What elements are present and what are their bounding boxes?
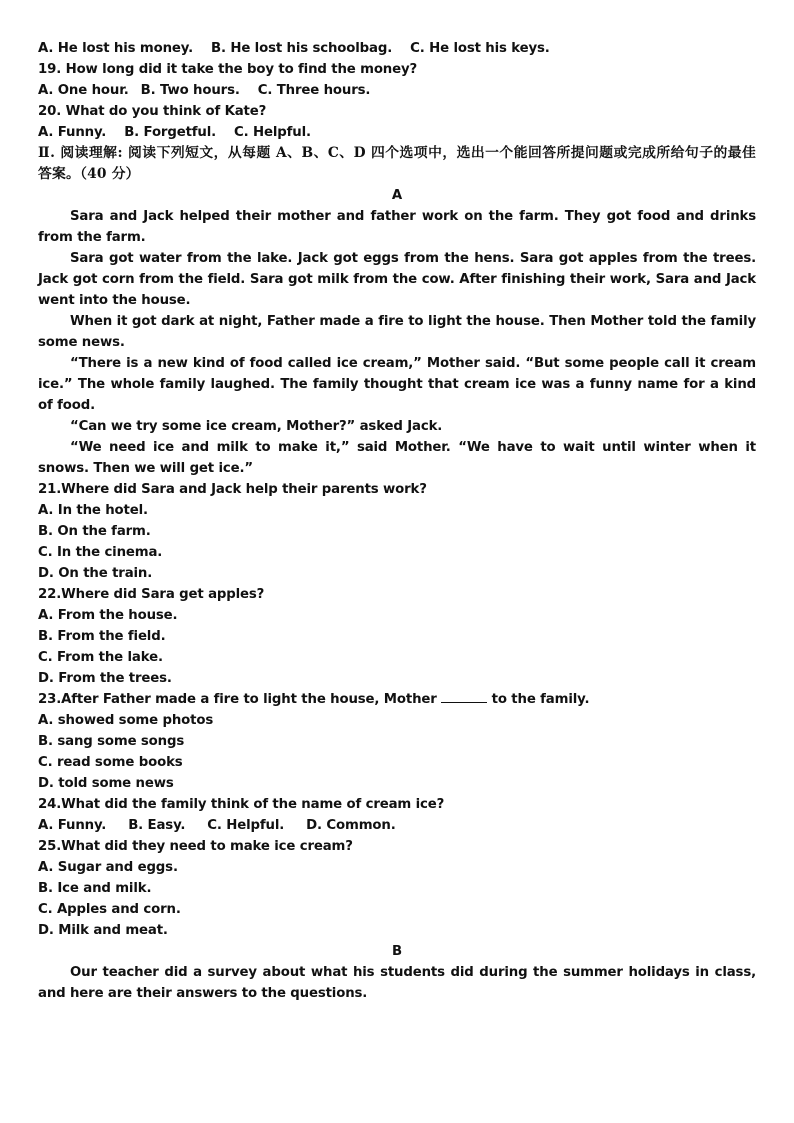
q23-question xyxy=(38,689,756,710)
q22-option-d: D. From the trees. xyxy=(38,671,172,686)
q18-options xyxy=(38,38,756,59)
q19-option-a: A. One hour. xyxy=(38,83,129,98)
q21-option-d: D. On the train. xyxy=(38,566,153,581)
q20-option-c: C. Helpful. xyxy=(234,125,311,140)
q24-option-b: B. Easy. xyxy=(128,818,186,833)
passage-a-paragraph-3: When it got dark at night, Father made a fire to light the house. Then Mother told the family some news. xyxy=(38,314,756,350)
q18-option-a: A. He lost his money. xyxy=(38,41,193,56)
q24-question: 24.What did the family think of the name of cream ice? xyxy=(38,797,445,812)
q19-question: 19. How long did it take the boy to find the money? xyxy=(38,62,418,77)
q23-option-d: D. told some news xyxy=(38,776,174,791)
q24-option-a: A. Funny. xyxy=(38,818,107,833)
passage-a-paragraph-6: “We need ice and milk to make it,” said Mother. “We have to wait until winter when it snows. Then we will get ice.” xyxy=(38,440,756,476)
q18-option-b: B. He lost his schoolbag. xyxy=(210,41,393,56)
q22-option-a: A. From the house. xyxy=(38,608,178,623)
q23-question-after: to the family. xyxy=(487,692,590,707)
exam-page xyxy=(38,38,756,1004)
q23-question-before: 23.After Father made a fire to light the house, Mother xyxy=(38,692,442,707)
q24-option-d: D. Common. xyxy=(306,818,396,833)
q21-question: 21.Where did Sara and Jack help their parents work? xyxy=(38,482,427,497)
passage-a-paragraph-5: “Can we try some ice cream, Mother?” asked Jack. xyxy=(70,419,443,434)
q22-option-b: B. From the field. xyxy=(38,629,166,644)
q20-option-b: B. Forgetful. xyxy=(124,125,217,140)
q24-options xyxy=(38,815,756,836)
q24-option-c: C. Helpful. xyxy=(207,818,285,833)
q21-option-a: A. In the hotel. xyxy=(38,503,148,518)
section-2-instruction: Ⅱ. 阅读理解: 阅读下列短文，从每题 A、B、C、D 四个选项中，选出一个能回答所提问题或完成所给句子的最佳答案。（40 分） xyxy=(38,145,756,182)
q21-option-b: B. On the farm. xyxy=(38,524,151,539)
q18-option-c: C. He lost his keys. xyxy=(410,41,550,56)
q20-option-a: A. Funny. xyxy=(38,125,107,140)
passage-a-paragraph-1: Sara and Jack helped their mother and father work on the farm. They got food and drinks from the farm. xyxy=(38,209,756,245)
q25-option-b: B. Ice and milk. xyxy=(38,881,152,896)
q23-option-a: A. showed some photos xyxy=(38,713,214,728)
q22-question: 22.Where did Sara get apples? xyxy=(38,587,265,602)
passage-a-heading: A xyxy=(391,188,403,203)
q25-option-c: C. Apples and corn. xyxy=(38,902,181,917)
passage-b-paragraph-1: Our teacher did a survey about what his students did during the summer holidays in class, and here are their answers to the questions. xyxy=(38,965,756,1001)
q23-answer-blank[interactable] xyxy=(441,690,487,703)
q23-option-b: B. sang some songs xyxy=(38,734,185,749)
q19-option-b: B. Two hours. xyxy=(140,83,240,98)
passage-a-paragraph-2: Sara got water from the lake. Jack got eggs from the hens. Sara got apples from the trees. Jack got corn from the field. Sara got milk from the cow. After finishing their work, Sara and Jack went into the house. xyxy=(38,251,756,308)
q25-option-d: D. Milk and meat. xyxy=(38,923,168,938)
q21-option-c: C. In the cinema. xyxy=(38,545,163,560)
q25-option-a: A. Sugar and eggs. xyxy=(38,860,178,875)
q20-question: 20. What do you think of Kate? xyxy=(38,104,267,119)
q23-option-c: C. read some books xyxy=(38,755,183,770)
q25-question: 25.What did they need to make ice cream? xyxy=(38,839,353,854)
q19-option-c: C. Three hours. xyxy=(257,83,371,98)
q20-options xyxy=(38,122,756,143)
passage-b-heading: B xyxy=(392,944,402,959)
q22-option-c: C. From the lake. xyxy=(38,650,163,665)
passage-a-paragraph-4: “There is a new kind of food called ice cream,” Mother said. “But some people call it cream ice.” The whole family laughed. The family thought that cream ice was a funny name for a kind of food. xyxy=(38,356,756,413)
q19-options xyxy=(38,80,756,101)
